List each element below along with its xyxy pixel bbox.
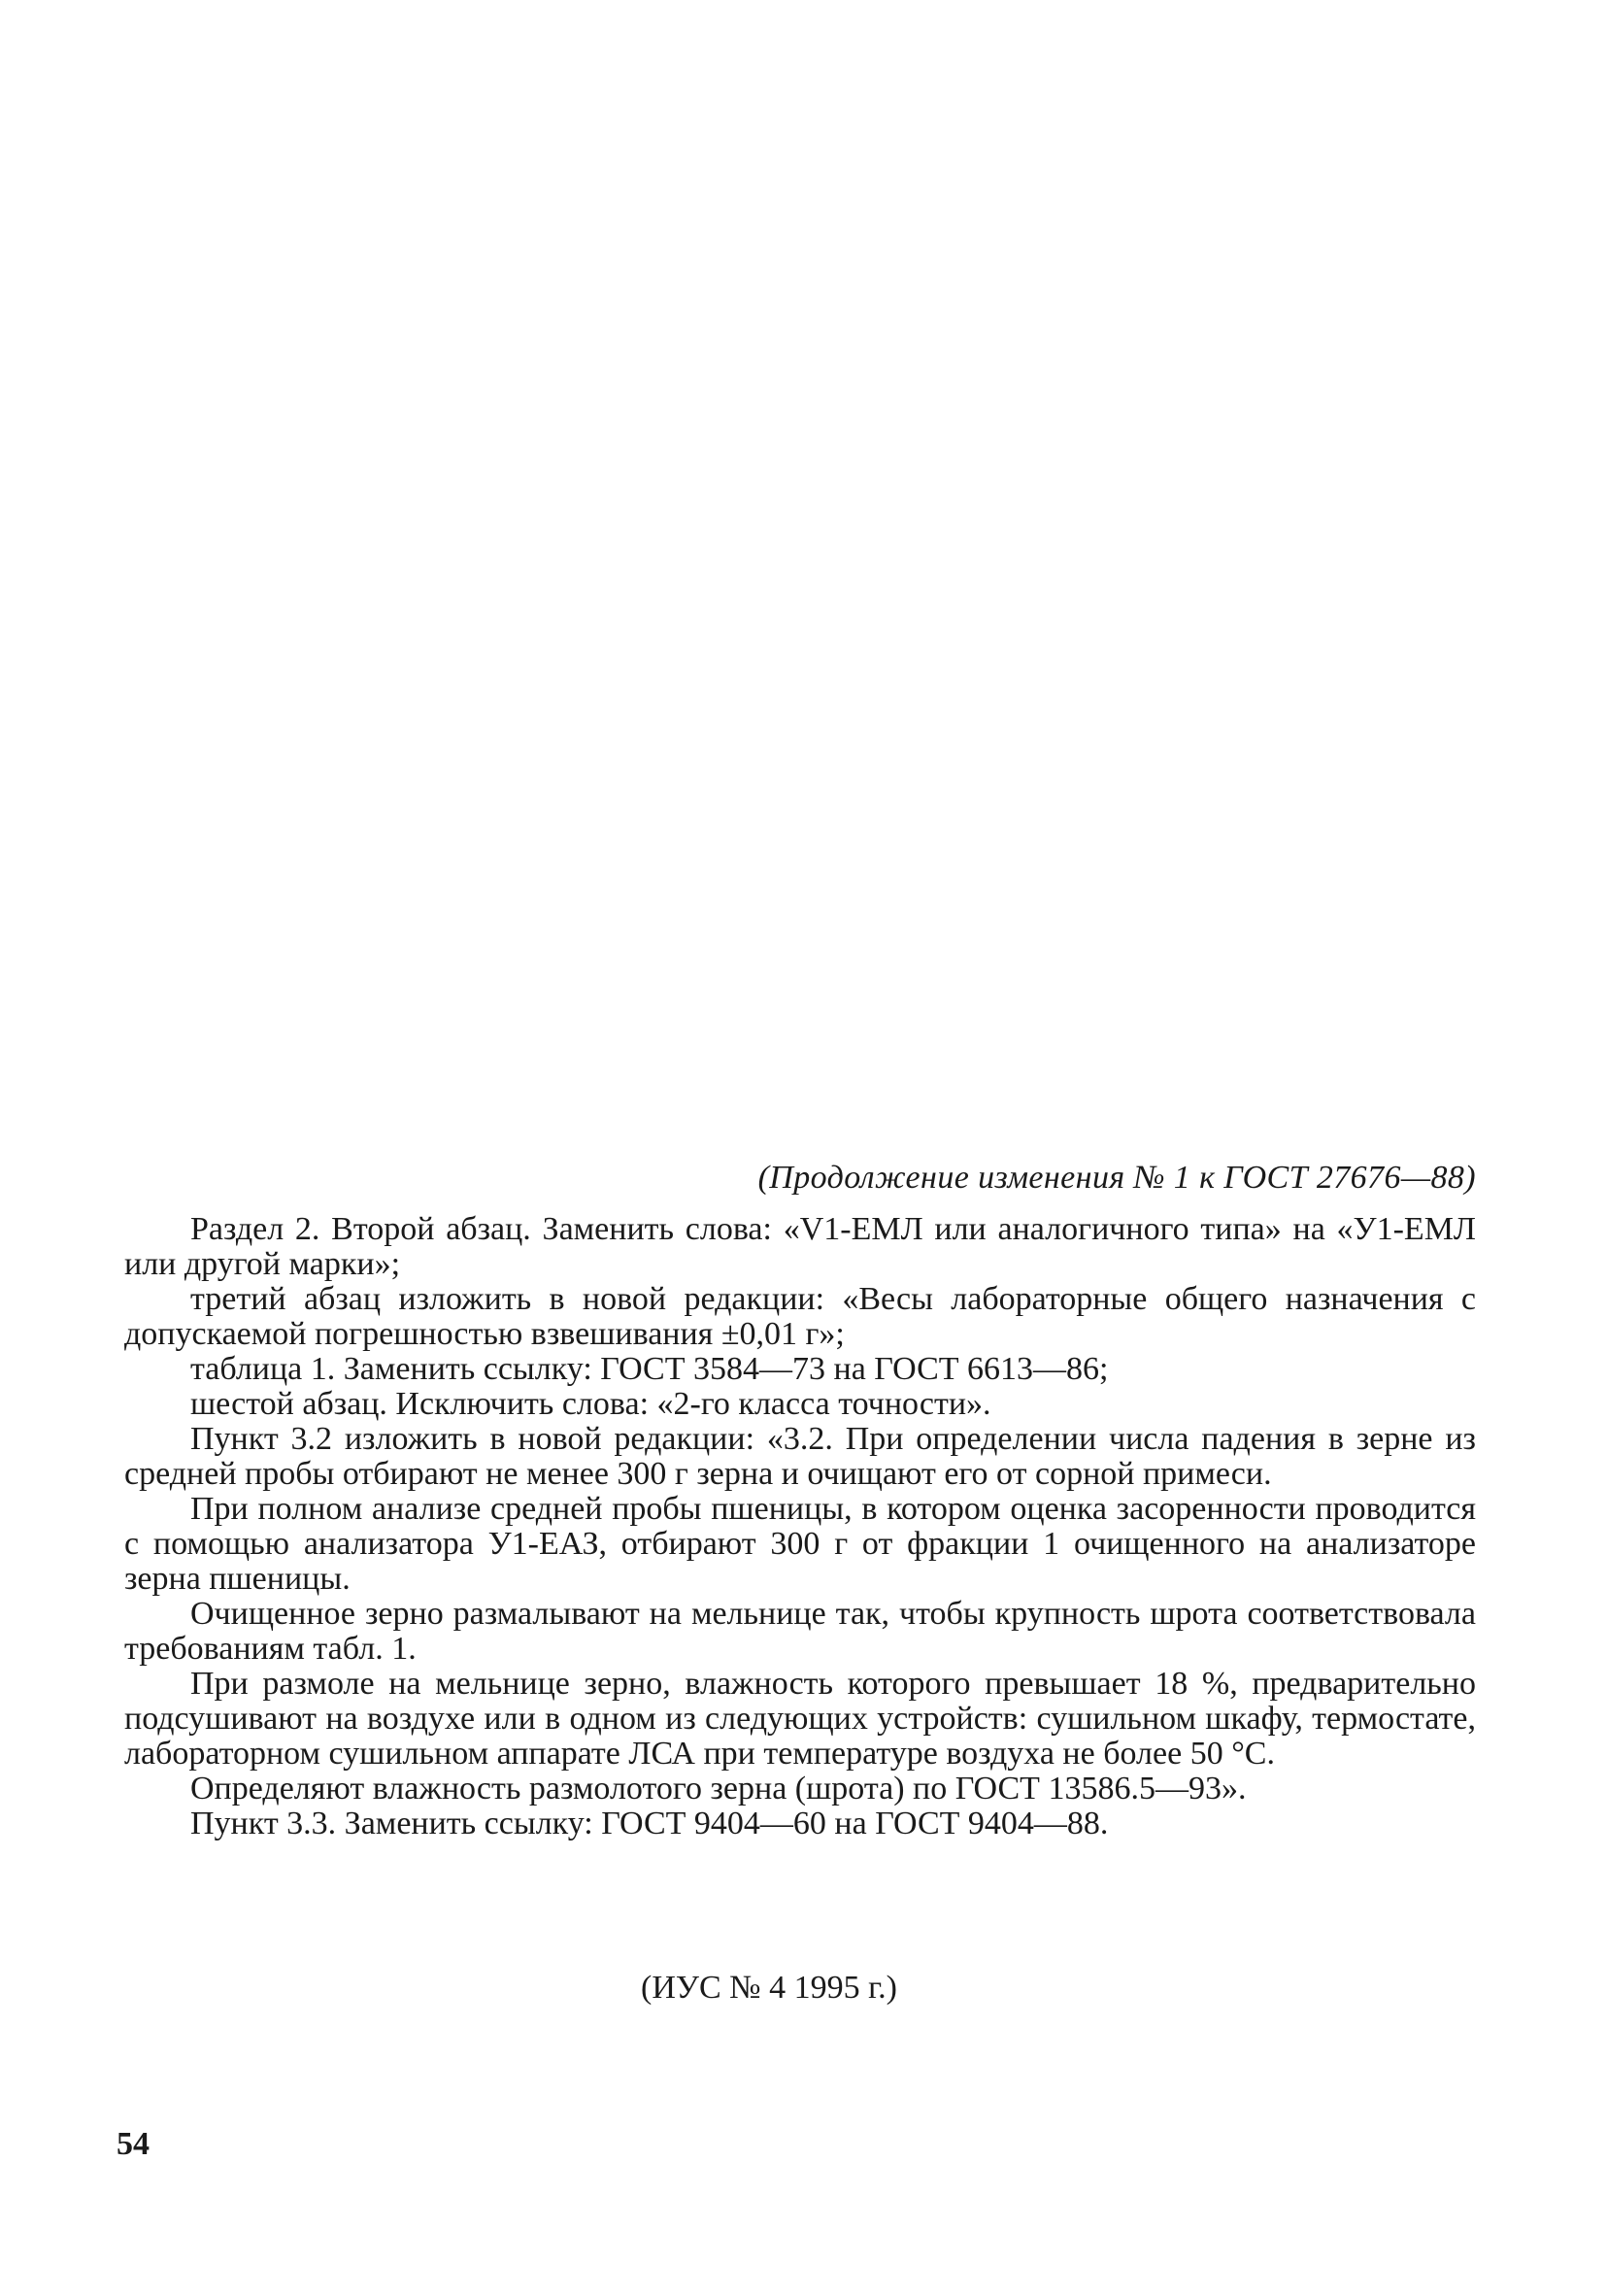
paragraph-clause-3-3: Пункт 3.3. Заменить ссылку: ГОСТ 9404—60 на ГОСТ 9404—88. [190, 1806, 1109, 1841]
paragraph-clause-3-2: Пункт 3.2 изложить в новой редакции: «3.2. При определении числа падения в зерне из средней пробы отбирают не менее 300 г зерна и очищают его от сорной примеси. [124, 1421, 1476, 1492]
paragraph-moisture: Определяют влажность размолотого зерна (шрота) по ГОСТ 13586.5—93». [190, 1771, 1247, 1806]
page-number: 54 [117, 2126, 150, 2162]
paragraph-milling: Очищенное зерно размалывают на мельнице так, чтобы крупность шрота соответствовала требованиям табл. 1. [124, 1596, 1476, 1667]
amendment-heading: (Продолжение изменения № 1 к ГОСТ 27676—88) [757, 1160, 1476, 1196]
paragraph-sixth-abzac: шестой абзац. Исключить слова: «2-го класса точности». [190, 1386, 991, 1422]
paragraph-section-2: Раздел 2. Второй абзац. Заменить слова: «V1-ЕМЛ или аналогичного типа» на «У1-ЕМЛ или другой марки»; [124, 1211, 1476, 1282]
paragraph-full-analysis: При полном анализе средней пробы пшеницы, в котором оценка засоренности проводится с помощью анализатора У1-ЕАЗ, отбирают 300 г от фракции 1 очищенного на анализаторе зерна пшеницы. [124, 1491, 1476, 1597]
amendment-body [124, 1212, 1476, 1841]
paragraph-drying: При размоле на мельнице зерно, влажность которого превышает 18 %, предварительно подсушивают на воздухе или в одном из следующих устройств: сушильном шкафу, термостате, лабораторном сушильном аппарате ЛСА при температуре воздуха не более 50 °С. [124, 1666, 1476, 1772]
paragraph-table-1: таблица 1. Заменить ссылку: ГОСТ 3584—73 на ГОСТ 6613—86; [190, 1351, 1109, 1387]
paragraph-third-abzac: третий абзац изложить в новой редакции: «Весы лабораторные общего назначения с допускаемой погрешностью взвешивания ±0,01 г»; [124, 1281, 1476, 1352]
source-reference: (ИУС № 4 1995 г.) [641, 1970, 897, 2006]
